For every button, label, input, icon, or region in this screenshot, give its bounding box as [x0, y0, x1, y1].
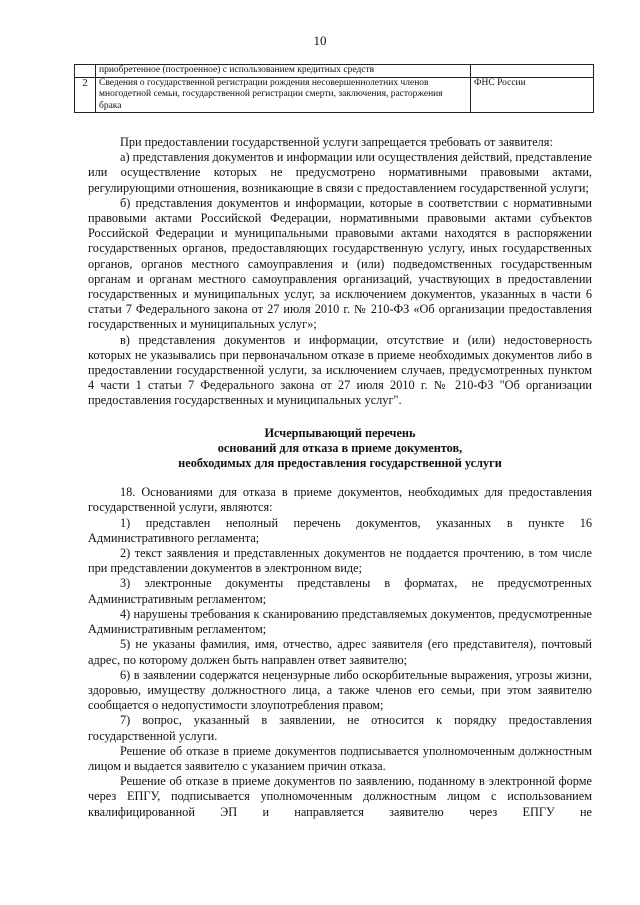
list-item-4: 4) нарушены требования к сканированию представляемых документов, предусмотренные Административным регламентом; — [88, 606, 592, 637]
decision-paragraph-2: Решение об отказе в приеме документов по заявлению, поданному в электронной форме через ЕПГУ, подписывается уполномоченным должностным лицом с использованием квалифицированной ЭП и направляется заявителю через ЕПГУ не — [88, 774, 592, 819]
table-cell-num — [75, 65, 96, 78]
table-cell-agency — [471, 65, 594, 78]
heading-line-3: необходимых для предоставления государственной услуги — [178, 456, 502, 471]
list-item-1: 1) представлен неполный перечень документов, указанных в пункте 16 Административного регламента; — [88, 515, 592, 545]
clause-a: а) представления документов и информации или осуществления действий, представление или осуществление которых не предусмотрено нормативными правовыми актами, регулирующими отношения, возникающие в связи с предоставлением государственной услуги; — [88, 150, 592, 195]
page-number: 10 — [313, 33, 327, 48]
intro-paragraph: При предоставлении государственной услуги запрещается требовать от заявителя: — [120, 135, 553, 149]
clause-v: в) представления документов и информации, отсутствие и (или) недостоверность которых не указывались при первоначальном отказе в приеме необходимых документов либо в предоставлении государственной услуги, за исключением случаев, предусмотренных пунктом 4 части 1 статьи 7 Федерального закона от 27 июля 2010 г. № 210-ФЗ "Об организации предоставления государственных и муниципальных услуг". — [88, 332, 592, 408]
list-item-3: 3) электронные документы представлены в форматах, не предусмотренных Административным регламентом; — [88, 576, 592, 606]
table-row — [75, 65, 594, 78]
table-cell-text: приобретенное (построенное) с использованием кредитных средств — [96, 65, 471, 78]
paragraph-18: 18. Основаниями для отказа в приеме документов, необходимых для предоставления государственной услуги, являются: — [88, 485, 592, 515]
section-heading — [88, 426, 592, 472]
table-cell-text: Сведения о государственной регистрации рождения несовершеннолетних членов многодетной семьи, государственной регистрации смерти, заключения, расторжения брака — [96, 77, 471, 113]
decision-paragraph-1: Решение об отказе в приеме документов подписывается уполномоченным должностным лицом и выдается заявителю с указанием причин отказа. — [88, 743, 592, 773]
list-item-6: 6) в заявлении содержатся нецензурные либо оскорбительные выражения, угрозы жизни, здоровью, имуществу должностного лица, а также членов его семьи, при этом заявителю сообщается о недопустимости злоупотребления правом; — [88, 667, 592, 713]
clause-b: б) представления документов и информации, которые в соответствии с нормативными правовыми актами Российской Федерации, нормативными правовыми актами субъектов Российской Федерации и муниципальными правовыми актами находятся в распоряжении государственных органов, предоставляющих государственную услугу, иных государственных органов, органов местного самоуправления и (или) подведомственных государственным органам и органам местного самоуправления организаций, участвующих в предоставлении государственных и муниципальных услуг, за исключением документов, указанных в части 6 статьи 7 Федерального закона от 27 июля 2010 г. № 210-ФЗ «Об организации предоставления государственных и муниципальных услуг»; — [88, 195, 592, 332]
list-item-7: 7) вопрос, указанный в заявлении, не относится к порядку предоставления государственной услуги. — [88, 713, 592, 743]
table-row — [75, 77, 594, 113]
table-cell-agency: ФНС России — [471, 77, 594, 113]
document-body — [88, 135, 592, 820]
table-cell-num: 2 — [75, 77, 96, 113]
list-item-5: 5) не указаны фамилия, имя, отчество, адрес заявителя (его представителя), почтовый адрес, по которому должен быть направлен ответ заявителю; — [88, 637, 592, 667]
list-item-2: 2) текст заявления и представленных документов не поддается прочтению, в том числе при представлении документов в электронном виде; — [88, 546, 592, 576]
heading-line-1: Исчерпывающий перечень — [264, 425, 416, 440]
documents-table — [74, 64, 594, 113]
heading-line-2: оснований для отказа в приеме документов, — [217, 440, 463, 455]
